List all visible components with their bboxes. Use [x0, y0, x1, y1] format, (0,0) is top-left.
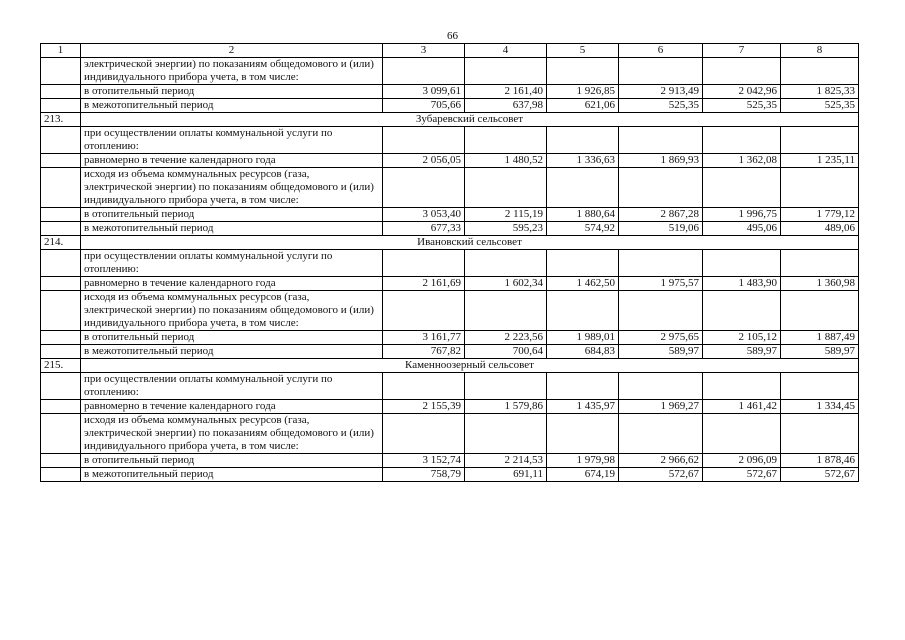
value-cell-col7 — [703, 373, 781, 400]
value-cell-col7: 525,35 — [703, 99, 781, 113]
header-cell: 5 — [547, 44, 619, 58]
value-cell-col4: 700,64 — [465, 345, 547, 359]
value-cell-col6 — [619, 291, 703, 331]
table-row — [41, 168, 859, 208]
value-cell-col6 — [619, 373, 703, 400]
value-cell-col3 — [383, 58, 465, 85]
value-cell-col5: 1 880,64 — [547, 208, 619, 222]
value-cell-col4 — [465, 127, 547, 154]
row-description: в межотопительный период — [81, 99, 383, 113]
value-cell-col8: 489,06 — [781, 222, 859, 236]
value-cell-col5 — [547, 250, 619, 277]
table-row — [41, 127, 859, 154]
value-cell-col6 — [619, 127, 703, 154]
page-number: 66 — [447, 30, 458, 42]
table-row — [41, 277, 859, 291]
value-cell-col8: 1 779,12 — [781, 208, 859, 222]
value-cell-col6: 2 975,65 — [619, 331, 703, 345]
table-row — [41, 58, 859, 85]
row-description: в отопительный период — [81, 208, 383, 222]
row-number-cell — [41, 373, 81, 400]
value-cell-col6: 2 913,49 — [619, 85, 703, 99]
section-number: 213. — [41, 113, 81, 127]
table-row — [41, 454, 859, 468]
value-cell-col7 — [703, 414, 781, 454]
value-cell-col7 — [703, 250, 781, 277]
table-row — [41, 345, 859, 359]
value-cell-col4: 691,11 — [465, 468, 547, 482]
row-number-cell — [41, 250, 81, 277]
value-cell-col8: 1 878,46 — [781, 454, 859, 468]
row-description: в межотопительный период — [81, 222, 383, 236]
value-cell-col6: 1 969,27 — [619, 400, 703, 414]
value-cell-col4: 2 214,53 — [465, 454, 547, 468]
table-row — [41, 85, 859, 99]
header-cell: 1 — [41, 44, 81, 58]
value-cell-col5 — [547, 373, 619, 400]
column-number-header-row — [41, 44, 859, 58]
row-number-cell — [41, 208, 81, 222]
value-cell-col7: 495,06 — [703, 222, 781, 236]
row-number-cell — [41, 85, 81, 99]
row-number-cell — [41, 345, 81, 359]
header-cell: 6 — [619, 44, 703, 58]
value-cell-col6: 572,67 — [619, 468, 703, 482]
row-description: исходя из объема коммунальных ресурсов (газа, электрической энергии) по показаниям общедомового и (или) индивидуального прибора учета, в том числе: — [81, 168, 383, 208]
value-cell-col8 — [781, 414, 859, 454]
value-cell-col6: 1 869,93 — [619, 154, 703, 168]
row-description: при осуществлении оплаты коммунальной услуги по отоплению: — [81, 127, 383, 154]
row-number-cell — [41, 168, 81, 208]
value-cell-col8 — [781, 58, 859, 85]
value-cell-col3 — [383, 168, 465, 208]
value-cell-col3: 2 161,69 — [383, 277, 465, 291]
row-description: при осуществлении оплаты коммунальной услуги по отоплению: — [81, 250, 383, 277]
section-row — [41, 113, 859, 127]
value-cell-col4: 2 115,19 — [465, 208, 547, 222]
table-row — [41, 291, 859, 331]
row-number-cell — [41, 277, 81, 291]
value-cell-col3 — [383, 127, 465, 154]
value-cell-col7 — [703, 168, 781, 208]
value-cell-col5: 674,19 — [547, 468, 619, 482]
value-cell-col4 — [465, 414, 547, 454]
value-cell-col5: 1 989,01 — [547, 331, 619, 345]
row-description: исходя из объема коммунальных ресурсов (газа, электрической энергии) по показаниям общедомового и (или) индивидуального прибора учета, в том числе: — [81, 414, 383, 454]
value-cell-col5: 1 336,63 — [547, 154, 619, 168]
value-cell-col7: 2 096,09 — [703, 454, 781, 468]
row-description: в межотопительный период — [81, 345, 383, 359]
value-cell-col6: 589,97 — [619, 345, 703, 359]
value-cell-col3 — [383, 250, 465, 277]
value-cell-col4: 595,23 — [465, 222, 547, 236]
row-number-cell — [41, 291, 81, 331]
value-cell-col8: 525,35 — [781, 99, 859, 113]
value-cell-col8: 1 334,45 — [781, 400, 859, 414]
value-cell-col8 — [781, 291, 859, 331]
table-body — [41, 44, 859, 482]
value-cell-col8: 1 235,11 — [781, 154, 859, 168]
row-description: в межотопительный период — [81, 468, 383, 482]
section-number: 215. — [41, 359, 81, 373]
value-cell-col6: 1 975,57 — [619, 277, 703, 291]
value-cell-col8: 1 825,33 — [781, 85, 859, 99]
value-cell-col5: 1 435,97 — [547, 400, 619, 414]
value-cell-col3: 677,33 — [383, 222, 465, 236]
value-cell-col5: 621,06 — [547, 99, 619, 113]
table-row — [41, 373, 859, 400]
value-cell-col4 — [465, 250, 547, 277]
row-number-cell — [41, 414, 81, 454]
table-row — [41, 414, 859, 454]
value-cell-col8: 572,67 — [781, 468, 859, 482]
value-cell-col8: 1 887,49 — [781, 331, 859, 345]
section-title: Зубаревский сельсовет — [81, 113, 859, 127]
value-cell-col3 — [383, 291, 465, 331]
header-cell: 3 — [383, 44, 465, 58]
row-description: при осуществлении оплаты коммунальной услуги по отоплению: — [81, 373, 383, 400]
row-description: равномерно в течение календарного года — [81, 277, 383, 291]
value-cell-col3: 2 056,05 — [383, 154, 465, 168]
value-cell-col8 — [781, 168, 859, 208]
value-cell-col5 — [547, 291, 619, 331]
value-cell-col5: 684,83 — [547, 345, 619, 359]
table-row — [41, 468, 859, 482]
value-cell-col6: 525,35 — [619, 99, 703, 113]
row-number-cell — [41, 468, 81, 482]
value-cell-col3: 758,79 — [383, 468, 465, 482]
value-cell-col3 — [383, 373, 465, 400]
value-cell-col4: 2 161,40 — [465, 85, 547, 99]
value-cell-col7: 2 105,12 — [703, 331, 781, 345]
value-cell-col3: 3 053,40 — [383, 208, 465, 222]
value-cell-col7: 1 362,08 — [703, 154, 781, 168]
value-cell-col7 — [703, 127, 781, 154]
value-cell-col4 — [465, 58, 547, 85]
value-cell-col5: 1 462,50 — [547, 277, 619, 291]
value-cell-col6 — [619, 414, 703, 454]
value-cell-col3: 767,82 — [383, 345, 465, 359]
value-cell-col3: 705,66 — [383, 99, 465, 113]
row-number-cell — [41, 331, 81, 345]
row-description: в отопительный период — [81, 454, 383, 468]
row-number-cell — [41, 127, 81, 154]
value-cell-col6 — [619, 58, 703, 85]
section-row — [41, 236, 859, 250]
value-cell-col4 — [465, 168, 547, 208]
value-cell-col8: 1 360,98 — [781, 277, 859, 291]
row-description: в отопительный период — [81, 331, 383, 345]
value-cell-col7: 2 042,96 — [703, 85, 781, 99]
value-cell-col3: 3 152,74 — [383, 454, 465, 468]
section-row — [41, 359, 859, 373]
section-title: Каменноозерный сельсовет — [81, 359, 859, 373]
value-cell-col3: 2 155,39 — [383, 400, 465, 414]
row-number-cell — [41, 58, 81, 85]
header-cell: 4 — [465, 44, 547, 58]
value-cell-col5: 1 926,85 — [547, 85, 619, 99]
table-row — [41, 99, 859, 113]
value-cell-col7 — [703, 291, 781, 331]
value-cell-col3: 3 161,77 — [383, 331, 465, 345]
value-cell-col4: 2 223,56 — [465, 331, 547, 345]
value-cell-col5 — [547, 414, 619, 454]
section-number: 214. — [41, 236, 81, 250]
table-row — [41, 331, 859, 345]
row-description: равномерно в течение календарного года — [81, 400, 383, 414]
value-cell-col6: 519,06 — [619, 222, 703, 236]
value-cell-col5 — [547, 58, 619, 85]
value-cell-col3 — [383, 414, 465, 454]
table-row — [41, 154, 859, 168]
section-title: Ивановский сельсовет — [81, 236, 859, 250]
value-cell-col7: 572,67 — [703, 468, 781, 482]
value-cell-col4 — [465, 373, 547, 400]
value-cell-col4: 1 480,52 — [465, 154, 547, 168]
value-cell-col4: 637,98 — [465, 99, 547, 113]
value-cell-col5: 1 979,98 — [547, 454, 619, 468]
value-cell-col8: 589,97 — [781, 345, 859, 359]
value-cell-col7 — [703, 58, 781, 85]
value-cell-col6: 2 966,62 — [619, 454, 703, 468]
value-cell-col7: 1 483,90 — [703, 277, 781, 291]
value-cell-col6: 2 867,28 — [619, 208, 703, 222]
row-description: в отопительный период — [81, 85, 383, 99]
value-cell-col4: 1 602,34 — [465, 277, 547, 291]
table-row — [41, 222, 859, 236]
tariff-table — [40, 43, 859, 482]
value-cell-col6 — [619, 168, 703, 208]
value-cell-col7: 589,97 — [703, 345, 781, 359]
header-cell: 8 — [781, 44, 859, 58]
row-number-cell — [41, 99, 81, 113]
table-row — [41, 208, 859, 222]
value-cell-col4: 1 579,86 — [465, 400, 547, 414]
value-cell-col8 — [781, 373, 859, 400]
row-number-cell — [41, 154, 81, 168]
value-cell-col3: 3 099,61 — [383, 85, 465, 99]
value-cell-col7: 1 461,42 — [703, 400, 781, 414]
header-cell: 2 — [81, 44, 383, 58]
row-description: исходя из объема коммунальных ресурсов (газа, электрической энергии) по показаниям общедомового и (или) индивидуального прибора учета, в том числе: — [81, 291, 383, 331]
row-description: электрической энергии) по показаниям общедомового и (или) индивидуального прибора учета, в том числе: — [81, 58, 383, 85]
value-cell-col8 — [781, 127, 859, 154]
value-cell-col6 — [619, 250, 703, 277]
table-row — [41, 250, 859, 277]
row-number-cell — [41, 454, 81, 468]
value-cell-col7: 1 996,75 — [703, 208, 781, 222]
row-number-cell — [41, 400, 81, 414]
value-cell-col5 — [547, 127, 619, 154]
value-cell-col5: 574,92 — [547, 222, 619, 236]
value-cell-col5 — [547, 168, 619, 208]
row-number-cell — [41, 222, 81, 236]
table-row — [41, 400, 859, 414]
row-description: равномерно в течение календарного года — [81, 154, 383, 168]
value-cell-col4 — [465, 291, 547, 331]
header-cell: 7 — [703, 44, 781, 58]
value-cell-col8 — [781, 250, 859, 277]
